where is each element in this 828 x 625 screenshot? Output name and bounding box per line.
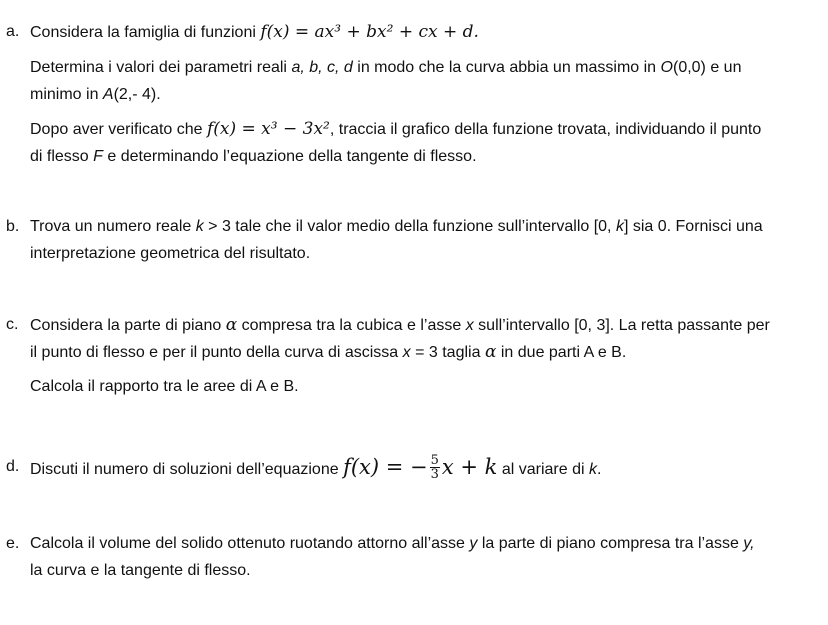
item-a-line-3 xyxy=(30,84,161,106)
item-a-line-2-pre: Determina i valori dei parametri reali xyxy=(30,59,292,76)
item-d-marker: d. xyxy=(6,458,20,475)
item-a-line-5-post: e determinando l’equazione della tangente di flesso. xyxy=(102,148,477,165)
item-c-line-1 xyxy=(30,314,770,336)
item-a-point-o: O xyxy=(660,59,673,76)
item-c-line-3: Calcola il rapporto tra le aree di A e B. xyxy=(30,378,299,395)
item-a-point-a-coords: (2,- 4). xyxy=(113,86,161,103)
item-e-line-1 xyxy=(30,533,755,555)
item-a-line-2 xyxy=(30,57,741,79)
item-b-line-2: interpretazione geometrica del risultato. xyxy=(30,245,311,262)
item-a-parameters: a, b, c, d xyxy=(291,59,353,76)
item-a-line-3-pre: minimo in xyxy=(30,86,103,103)
item-c-line-1-pre: Considera la parte di piano xyxy=(30,317,226,334)
item-b-var-k: k xyxy=(195,218,204,235)
item-b-line-1-mid: > 3 tale che il valor medio della funzione sull’intervallo [0, xyxy=(203,218,616,235)
item-a-line-2-mid: in modo che la curva abbia un massimo in xyxy=(352,59,661,76)
item-d-text-mid: al variare di xyxy=(497,461,589,478)
item-d-text-pre: Discuti il numero di soluzioni dell’equazione xyxy=(30,461,344,478)
item-e-line-1-mid: la parte di piano compresa tra l’asse xyxy=(477,535,744,552)
item-c-var-x-2: x xyxy=(402,344,411,361)
item-b-line-1-post: ] sia 0. Fornisci una xyxy=(623,218,763,235)
item-d-var-k: k xyxy=(589,461,597,478)
item-d-fraction-numerator: 5 xyxy=(430,453,439,469)
item-a-line-5 xyxy=(30,146,477,168)
item-c-line-1-mid: compresa tra la cubica e l’asse xyxy=(237,317,466,334)
item-a-verified-formula: f(x) = x³ − 3x² xyxy=(206,119,330,139)
item-c-line-2-pre: il punto di flesso e per il punto della curva di ascissa xyxy=(30,344,403,361)
item-e-marker: e. xyxy=(6,535,20,552)
item-a-line-1 xyxy=(30,21,479,43)
item-a-line-1-text: Considera la famiglia di funzioni xyxy=(30,24,261,41)
item-a-cubic-formula: f(x) = ax³ + bx² + cx + d. xyxy=(260,22,479,42)
item-d-fraction xyxy=(430,454,440,481)
item-b-var-k-2: k xyxy=(615,218,624,235)
item-e-line-1-pre: Calcola il volume del solido ottenuto ruotando attorno all’asse xyxy=(30,535,470,552)
item-c-alpha: α xyxy=(225,315,238,335)
item-d-fraction-denominator: 3 xyxy=(430,467,439,483)
item-a-marker: a. xyxy=(6,23,20,40)
item-c-line-2-mid: = 3 taglia xyxy=(410,344,485,361)
item-a-point-a: A xyxy=(102,86,114,103)
item-a-line-4-post: , traccia il grafico della funzione trovata, individuando il punto xyxy=(329,121,762,138)
item-d-formula-lhs: f(x) = − xyxy=(343,455,428,479)
item-a-line-5-pre: di flesso xyxy=(30,148,94,165)
item-e-var-y-2: y, xyxy=(743,535,755,552)
item-e-line-2: la curva e la tangente di flesso. xyxy=(30,562,251,579)
item-e-var-y: y xyxy=(469,535,478,552)
item-c-alpha-2: α xyxy=(484,342,497,362)
item-c-line-2 xyxy=(30,341,626,363)
item-a-line-4-pre: Dopo aver verificato che xyxy=(30,121,207,138)
item-d-text-end: . xyxy=(597,461,602,478)
item-a-point-f: F xyxy=(93,148,103,165)
item-a-point-o-coords: (0,0) e un xyxy=(672,59,742,76)
item-d-formula-rhs: x + k xyxy=(441,455,498,479)
item-a-line-4 xyxy=(30,118,761,140)
item-b-line-1 xyxy=(30,216,763,238)
item-d-line-1 xyxy=(30,448,601,486)
item-c-marker: c. xyxy=(6,316,19,333)
item-b-marker: b. xyxy=(6,218,20,235)
item-c-var-x: x xyxy=(465,317,474,334)
item-c-line-2-post: in due parti A e B. xyxy=(496,344,627,361)
item-b-line-1-pre: Trova un numero reale xyxy=(30,218,196,235)
item-c-line-1-post: sull’intervallo [0, 3]. La retta passante per xyxy=(473,317,770,334)
